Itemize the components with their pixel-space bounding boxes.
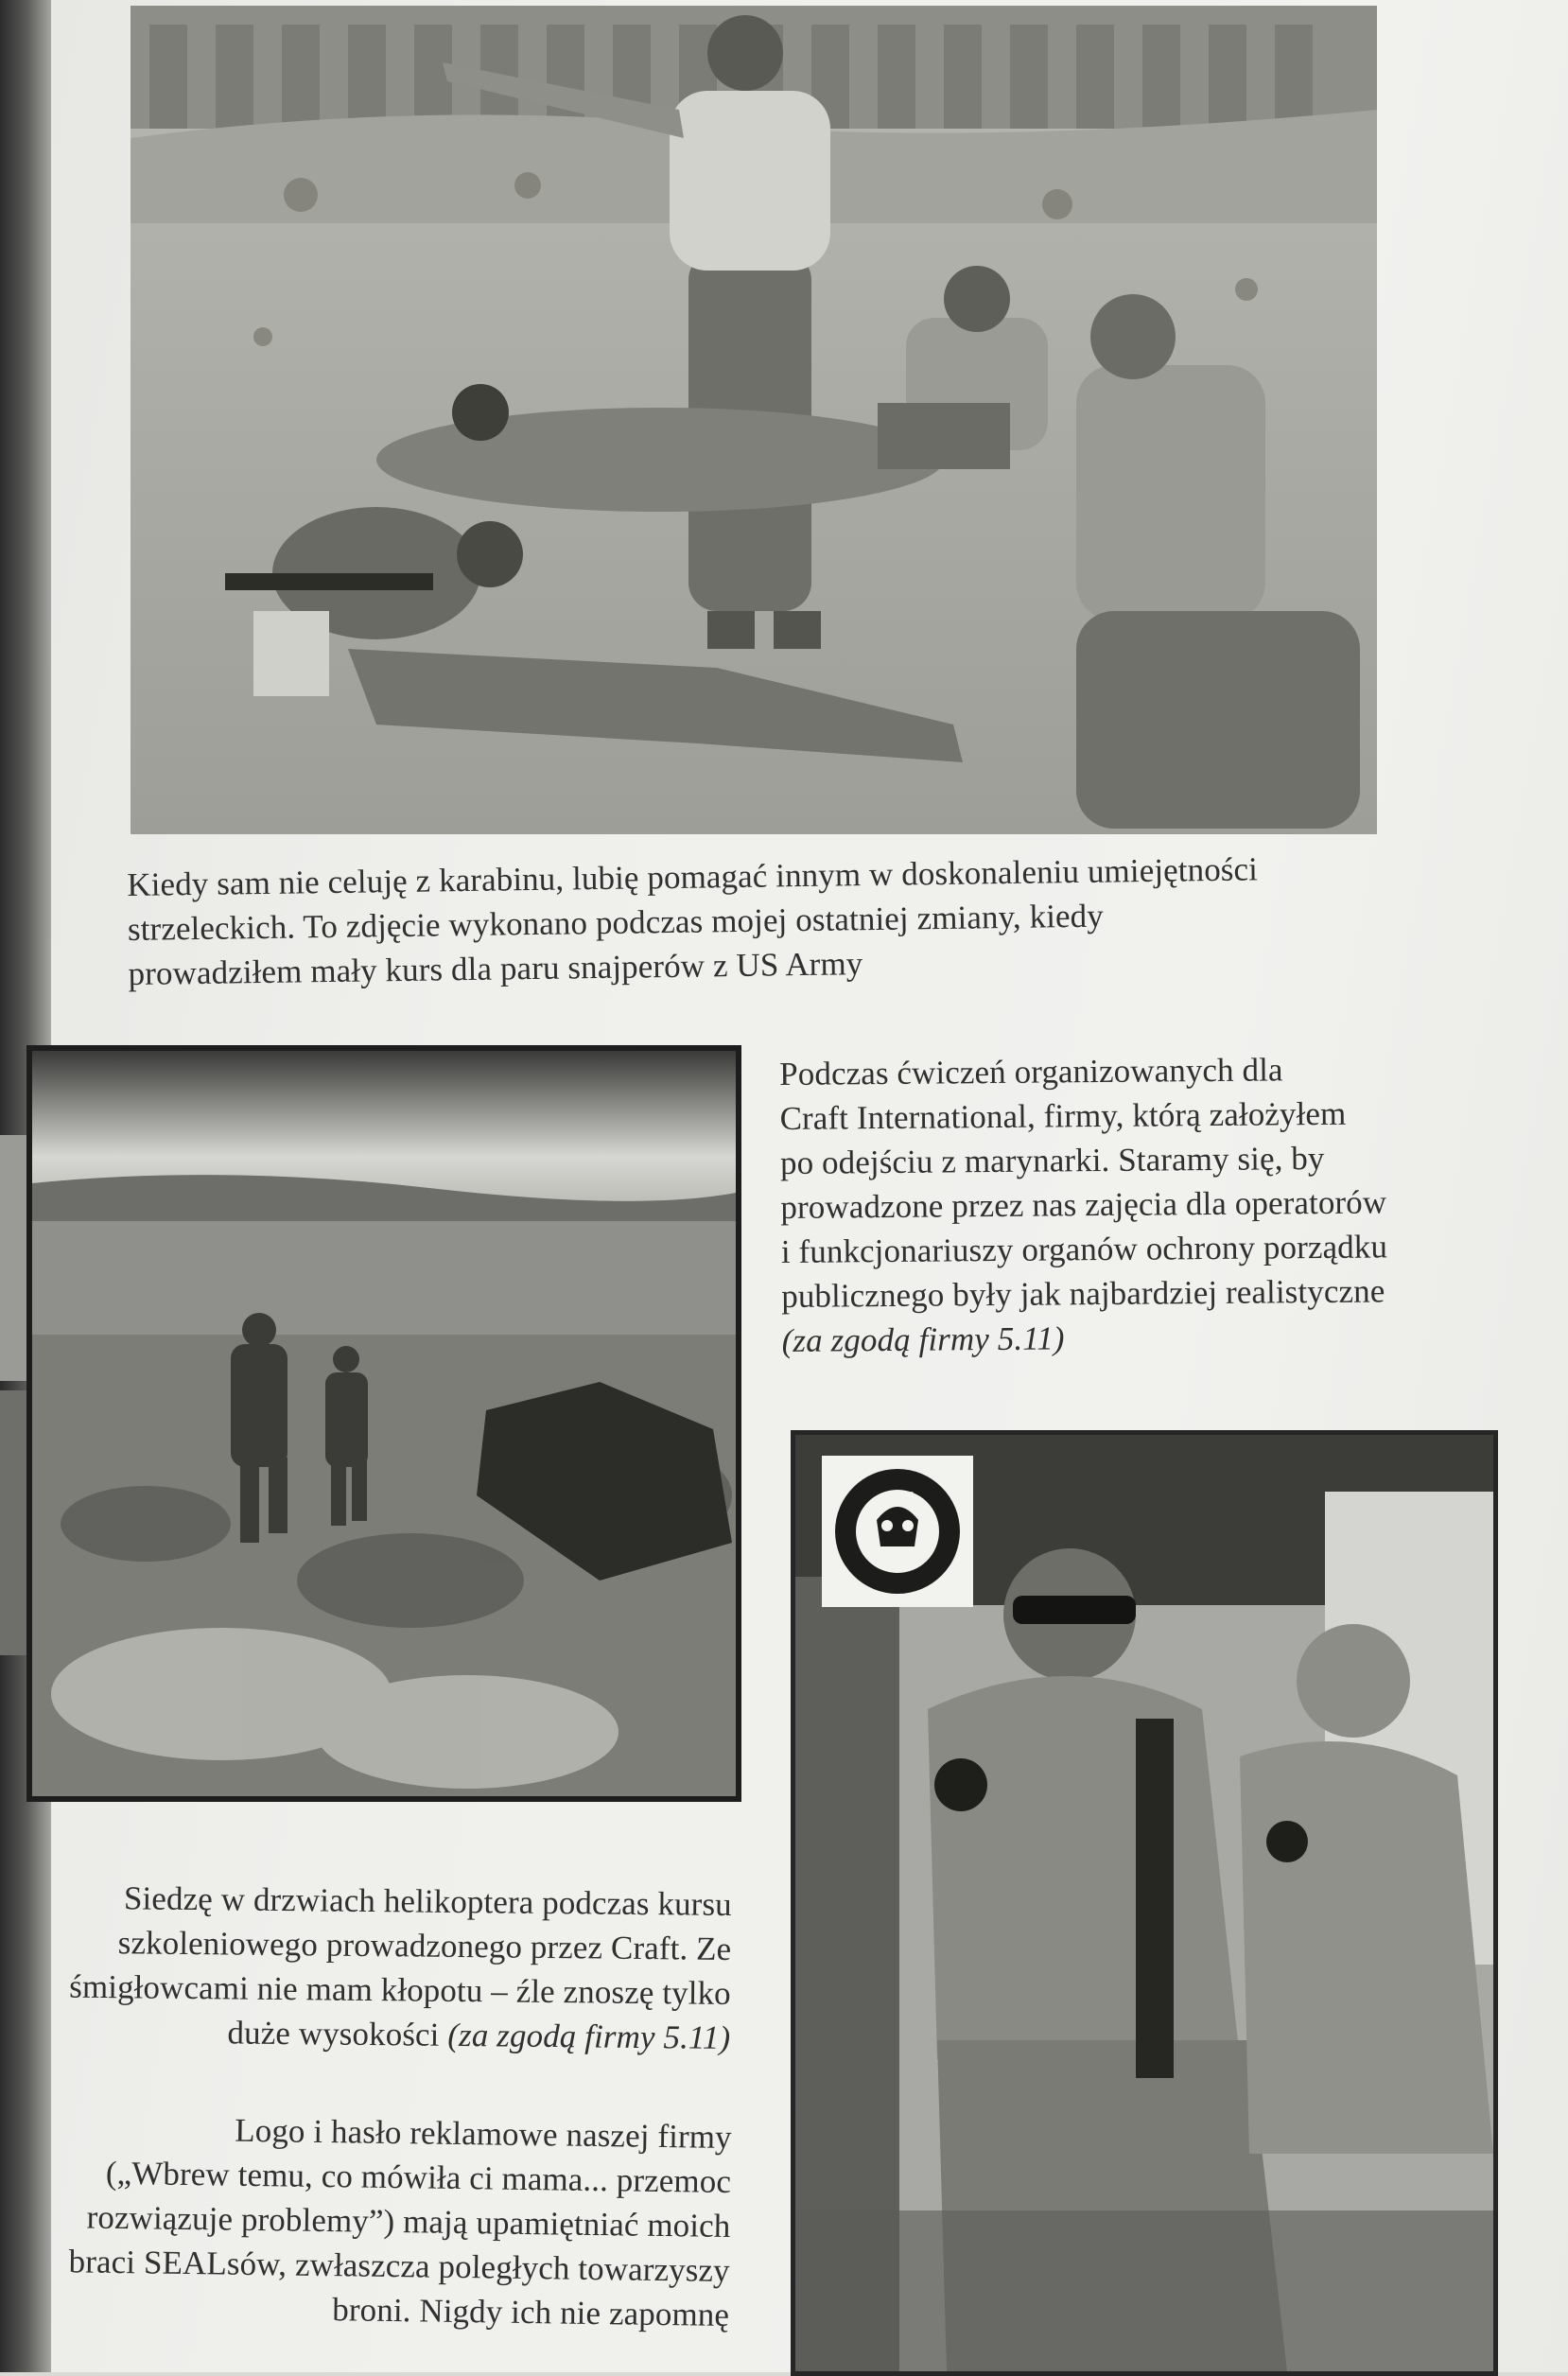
caption-line: szkoleniowego prowadzonego przez Craft. Ze bbox=[117, 1924, 732, 1967]
book-page bbox=[51, 0, 1568, 2372]
caption-line: po odejściu z marynarki. Staramy się, by bbox=[779, 1139, 1325, 1181]
caption-line: prowadziłem mały kurs dla paru snajperów z US Army bbox=[128, 945, 863, 992]
caption-sniper-training bbox=[127, 844, 1453, 996]
caption-craft-training bbox=[779, 1045, 1520, 1363]
caption-line: prowadzone przez nas zajęcia dla operatorów bbox=[780, 1183, 1387, 1226]
caption-line: publicznego były jak najbardziej realistyczne bbox=[781, 1272, 1385, 1315]
caption-line: rozwiązuje problemy”) mają upamiętniać moich bbox=[86, 2198, 731, 2245]
caption-company-logo bbox=[20, 2105, 732, 2337]
caption-line: („Wbrew temu, co mówiła ci mama... przemoc bbox=[105, 2154, 732, 2200]
photo-credit: (za zgodą firmy 5.11) bbox=[447, 2016, 731, 2056]
caption-line: strzeleckich. To zdjęcie wykonano podczas mojej ostatniej zmiany, kiedy bbox=[127, 897, 1105, 948]
caption-line: śmigłowcami nie mam kłopotu – źle znoszę tylko bbox=[69, 1967, 731, 2012]
caption-line: i funkcjonariuszy organów ochrony porządku bbox=[780, 1228, 1388, 1270]
craft-logo-text: Craft bbox=[876, 1488, 919, 1511]
photo-credit: (za zgodą firmy 5.11) bbox=[781, 1319, 1065, 1359]
caption-line: Kiedy sam nie celuję z karabinu, lubię pomagać innym w doskonaleniu umiejętności bbox=[127, 850, 1259, 903]
caption-line bbox=[21, 2008, 730, 2060]
caption-line: broni. Nigdy ich nie zapomnę bbox=[332, 2291, 730, 2333]
caption-line: Craft International, firmy, którą założyłem bbox=[779, 1094, 1347, 1137]
caption-helicopter bbox=[21, 1875, 732, 2060]
caption-line: Siedzę w drzwiach helikoptera podczas kursu bbox=[123, 1879, 732, 1923]
caption-line: braci SEALsów, zwłaszcza poległych towarzyszy bbox=[68, 2243, 730, 2289]
photo-desert-exercise bbox=[26, 1045, 741, 1802]
photo-sniper-training bbox=[131, 6, 1377, 834]
caption-text: duże wysokości bbox=[227, 2014, 440, 2053]
caption-line: Logo i hasło reklamowe naszej firmy bbox=[235, 2111, 732, 2156]
photo-helicopter bbox=[791, 1430, 1498, 2376]
caption-line: Podczas ćwiczeń organizowanych dla bbox=[779, 1051, 1283, 1092]
